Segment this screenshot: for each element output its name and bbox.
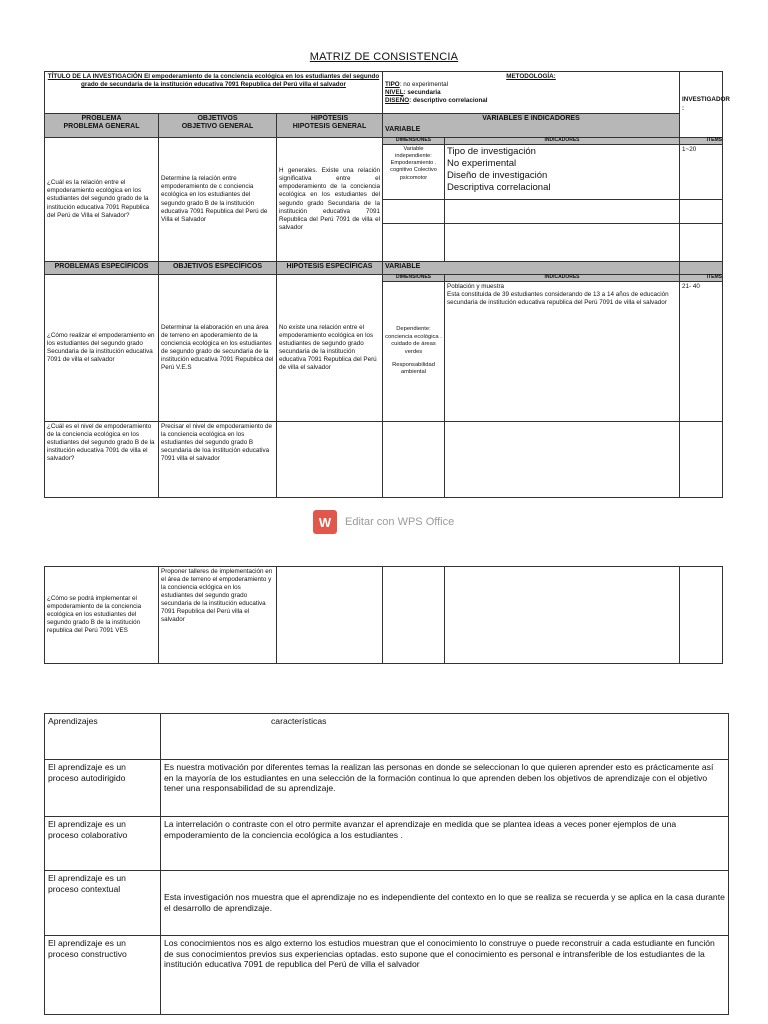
specific-dimension-1 — [383, 282, 445, 422]
empty-cell — [680, 200, 723, 224]
investigator-cell: INVESTIGADOR : — [680, 72, 723, 138]
sub-header-items: ITEMS — [680, 138, 723, 145]
indicator-item: Tipo de investigación — [447, 146, 536, 157]
learning-row-name: El aprendizaje es un proceso constructivo — [45, 936, 161, 1015]
specific-items-1: 21- 40 — [680, 282, 723, 422]
general-dimension: Variable independiente: Empoderamiento . cognitivo Colectivo psicomotor — [383, 145, 445, 200]
empty-cell — [445, 200, 680, 224]
specific-problem-1: ¿Cómo realizar el empoderamiento en los estudiantes del segundo grado Secundaria de la institución educativa 7091 de villa el salvador — [45, 275, 159, 422]
header-problem: PROBLEMA PROBLEMA GENERAL — [45, 114, 159, 138]
header-specific-problems: PROBLEMAS ESPECÍFICOS — [45, 262, 159, 275]
document-title: MATRIZ DE CONSISTENCIA — [309, 51, 459, 63]
indicator-item: Diseño de investigación — [447, 169, 548, 181]
general-problem: ¿Cuál es la relación entre el empoderamiento ecológica en los estudiantes del segundo grado de la institución educativa 7091 Republica del Perú de Villa el Salvador? — [45, 138, 159, 262]
empty-cell — [445, 422, 680, 498]
header-learning: Aprendizajes — [45, 714, 161, 760]
general-objective: Determine la relación entre empoderamiento de c conciencia ecológica en los estudiantes del segundo grado B de la institución educativa 7091 Republica del Perú de Villa el Salvador — [159, 138, 277, 262]
specific-indicators-1 — [445, 282, 680, 422]
dependent-variable: Dependiente: conciencia ecológica . cuidado de áreas verdes — [385, 326, 442, 355]
specific-objective-3: Proponer talleres de implementación en el área de terreno el empoderamiento y la conciencia eclógica en los estudiantes del segundo grado secundaria de la institución educativa 7091 Republica del Perú villa el salvador — [159, 567, 277, 664]
empty-cell — [383, 224, 445, 262]
research-title: TÍTULO DE LA INVESTIGACIÓN El empoderamiento de la conciencia ecológica en los estudiantes del segundo grado de secundaria de la institución educativa 7091 Republica del Perú villa el salvador — [45, 72, 383, 114]
learning-row-name: El aprendizaje es un proceso contextual — [45, 871, 161, 936]
specific-hypothesis-1: No existe una relación entre el empoderamiento ecológica en los estudiantes de segundo grado secundaria de la institución educativa 7091 Republica del Perú de villa el salvador — [277, 275, 383, 422]
consistency-matrix-continuation — [44, 566, 723, 664]
sub-header-dimensions: DIMENSIONES — [383, 275, 445, 282]
learning-row-text: Es nuestra motivación por diferentes temas la realizan las personas en donde se seleccionan lo que quieren aprender esto es prácticamente así en la mayoría de los estudiantes en una selección de la formación continua lo que aprenden deben los objetivos de aprendizaje con el objetivo tener una responsabilidad de su aprendizaje. — [161, 760, 729, 817]
methodology-label: METODOLOGÍA: — [506, 73, 556, 80]
learning-row-name: El aprendizaje es un proceso autodirigido — [45, 760, 161, 817]
empty-cell — [277, 567, 383, 664]
wps-logo-icon: W — [313, 510, 337, 534]
empty-cell — [680, 224, 723, 262]
header-specific-hypotheses: HIPÓTESIS ESPECÍFICAS — [277, 262, 383, 275]
population-title: Población y muestra — [447, 283, 505, 290]
empty-cell — [680, 567, 723, 664]
environmental-responsibility: Responsabilidad ambiental — [392, 361, 435, 376]
specific-problem-3: ¿Cómo se podrá implementar el empoderamiento de la conciencia ecológica en los estudiantes del segundo grado B de la institución republica del Perú 7091 VES — [45, 567, 159, 664]
empty-cell — [383, 567, 445, 664]
methodology-level: NIVEL: secundaria — [385, 89, 441, 97]
specific-problem-2: ¿Cuál es el nivel de empoderamiento de la conciencia ecológica en los estudiantes del segundo grado B de la institución educativa 7091 de villa el salvador? — [45, 422, 159, 498]
learning-row-name: El aprendizaje es un proceso colaborativo — [45, 817, 161, 871]
sub-header-indicators: INDICADORES — [445, 138, 680, 145]
indicator-item: Descriptiva correlacional — [447, 181, 551, 193]
specific-objective-2: Precisar el nivel de empoderamiento de la conciencia ecológica en los estudiantes del segundo grado B secundaria de loa institución educativa 7091 villa el salvador — [159, 422, 277, 498]
empty-cell — [383, 422, 445, 498]
header-objectives: OBJETIVOS OBJETIVO GENERAL — [159, 114, 277, 138]
specific-objective-1: Determinar la elaboración en una área de terreno en apoderamiento de la conciencia ecológica en los estudiantes de segundo grado de secundaria de la institución educativa 7091 Republica del Perú V.E.S — [159, 275, 277, 422]
header-hypothesis: HIPÓTESIS HIPOTESIS GENERAL — [277, 114, 383, 138]
empty-cell — [445, 224, 680, 262]
empty-cell — [445, 567, 680, 664]
empty-cell — [680, 422, 723, 498]
learning-row-text: Los conocimientos nos es algo externo los estudios muestran que el conocimiento lo construye o puede reconstruir a cada estudiante en función de sus conocimientos previos sus experiencias optadas. esto supone que el conocimiento es personal e intransferible de los estudiantes de la institución educativa 7091 de republica del Perú de villa el salvador — [161, 936, 729, 1015]
general-items: 1~20 — [680, 145, 723, 200]
population-text: Esta constituida de 39 estudiantes considerando de 13 a 14 años de educación secundaria de institución educativa republica del Perú 7091 de villa el salvador — [447, 291, 669, 307]
indicator-item: No experimental — [447, 157, 517, 169]
header-variables: VARIABLES E INDICADORES VARIABLE — [383, 114, 680, 138]
header-specific-objectives: OBJETIVOS ESPECÍFICOS — [159, 262, 277, 275]
learning-row-text: La interrelación o contraste con el otro permite avanzar el aprendizaje en medida que se plantea ideas a veces poner ejemplos de una empoderamiento de la conciencia ecológica a los estudiantes . — [161, 817, 729, 871]
methodology-type: TIPO: no experimental — [385, 81, 449, 89]
empty-cell — [383, 200, 445, 224]
header-specific-variable: VARIABLE — [383, 262, 680, 275]
methodology-cell — [383, 72, 680, 114]
wps-watermark-text: Editar con WPS Office — [345, 516, 455, 528]
sub-header-indicators: INDICADORES — [445, 275, 680, 282]
consistency-matrix-table — [44, 71, 730, 498]
header-characteristics: características — [161, 714, 729, 760]
wps-watermark — [313, 510, 454, 534]
empty-cell — [277, 422, 383, 498]
sub-header-dimensions: DIMENSIONES — [383, 138, 445, 145]
methodology-design: DISEÑO: descriptivo correlacional — [385, 97, 488, 105]
sub-header-items: ITEMS — [680, 275, 723, 282]
general-hypothesis: H generales. Existe una relación significativa entre el empoderamiento de la conciencia ecológica en los estudiantes del segundo grado Secundaria de la institución educativa 7091 Republica del Perú 7091 de villa el salvador — [277, 138, 383, 262]
learning-characteristics-table — [44, 713, 729, 1015]
learning-row-text: Esta investigación nos muestra que el aprendizaje no es independiente del contexto en lo que se realiza se recuerda y se aplica en la casa durante el desarrollo de aprendizaje. — [161, 871, 729, 936]
general-indicators — [445, 145, 680, 200]
empty-cell — [680, 262, 723, 275]
